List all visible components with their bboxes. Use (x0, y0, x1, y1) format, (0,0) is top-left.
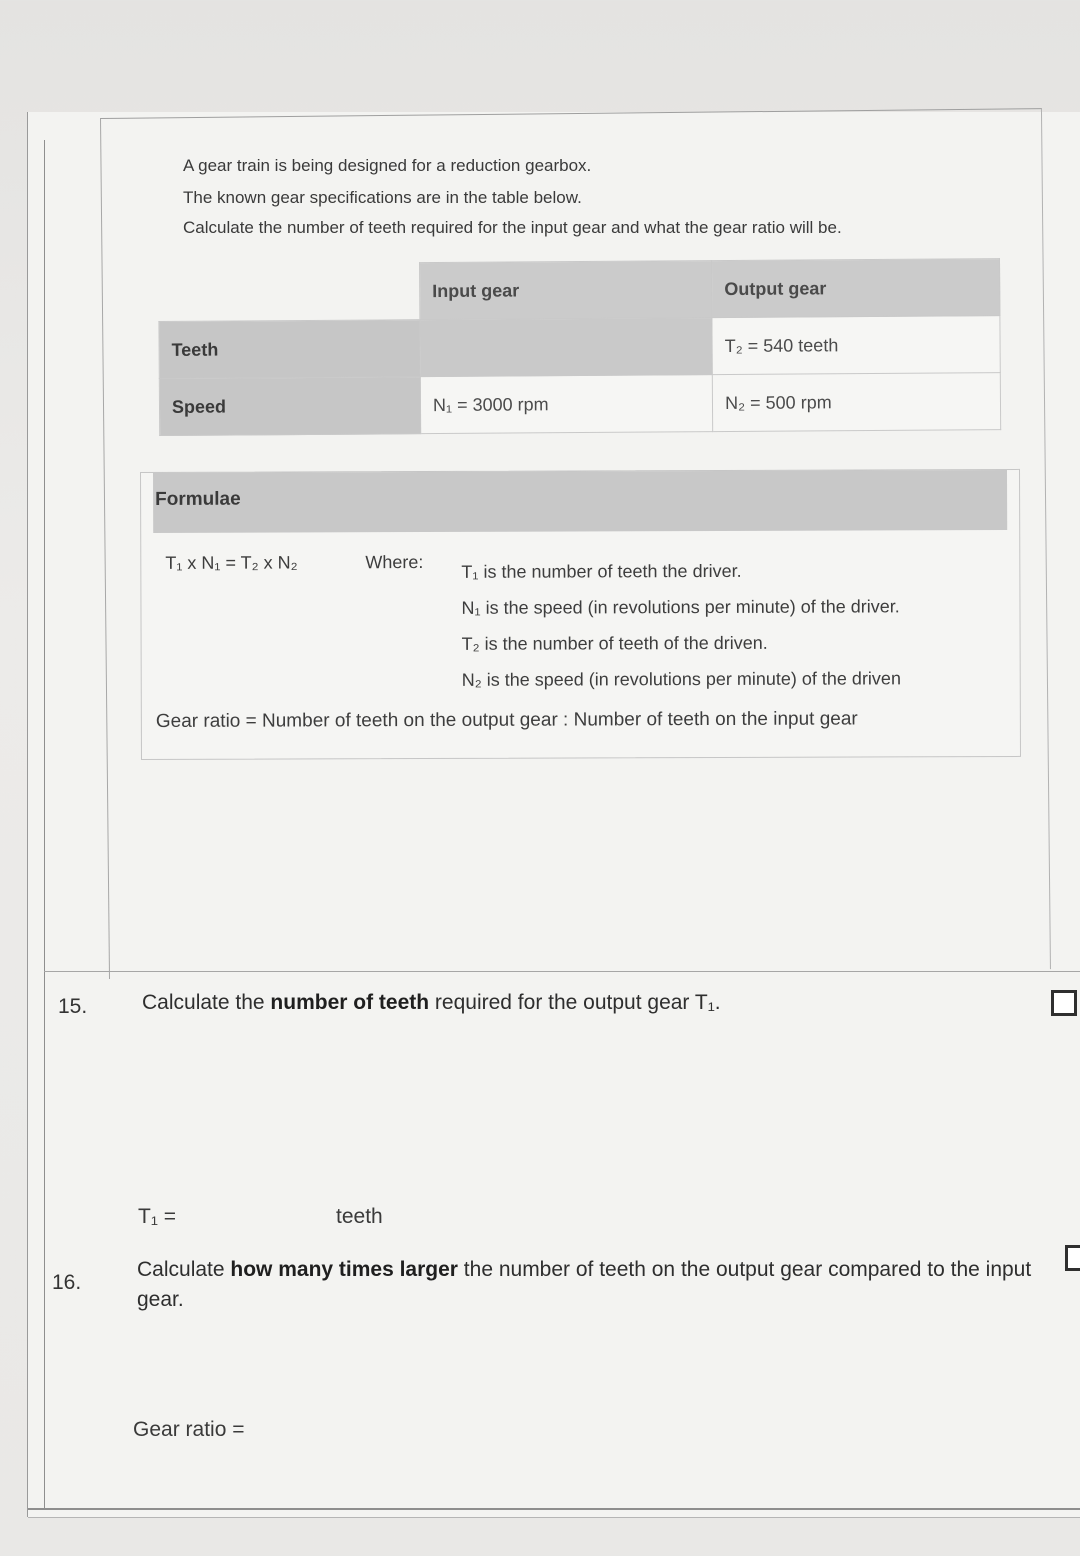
question-15-text-bold: number of teeth (270, 991, 430, 1014)
col-header-output: Output gear (712, 259, 1000, 318)
question-16-text-post: the number of teeth on the output gear compared to the input gear. (137, 1258, 1032, 1311)
question-16-text-bold: how many times larger (230, 1258, 458, 1281)
question-15-text-post: required for the output gear T₁. (429, 991, 721, 1014)
def-n2: N₂ is the speed (in revolutions per minute) of the driven (461, 668, 901, 690)
q16-answer-label: Gear ratio = (133, 1418, 245, 1441)
question-15-text-pre: Calculate the (142, 991, 271, 1014)
intro-line-2: The known gear specifications are in the table below. (183, 188, 582, 207)
question-16-mark-box[interactable] (1065, 1245, 1080, 1271)
question-15-mark-box[interactable] (1051, 990, 1077, 1016)
col-header-input: Input gear (419, 261, 712, 320)
def-t1: T₁ is the number of teeth the driver. (461, 560, 742, 582)
question-16-number: 16. (52, 1271, 82, 1294)
intro-line-1: A gear train is being designed for a reduction gearbox. (183, 156, 592, 175)
gear-equation: T₁ x N₁ = T₂ x N₂ (165, 552, 298, 573)
question-16-text (137, 1255, 1032, 1315)
section-divider (44, 971, 1080, 972)
question-15-number: 15. (58, 995, 88, 1018)
def-n1: N₁ is the speed (in revolutions per minute) of the driver. (461, 596, 900, 618)
formulae-title: Formulae (155, 488, 241, 510)
gear-spec-table (158, 258, 1001, 436)
gear-ratio-formula: Gear ratio = Number of teeth on the output gear : Number of teeth on the input gear (155, 708, 858, 732)
intro-line-3: Calculate the number of teeth required for the input gear and what the gear ratio will be. (183, 218, 842, 237)
table-row-teeth (159, 316, 1000, 379)
cell-teeth-output: T₂ = 540 teeth (712, 316, 1000, 375)
q15-answer-label: T₁ = (138, 1205, 177, 1228)
cell-teeth-input (420, 318, 713, 377)
where-label: Where: (365, 552, 424, 573)
cell-speed-output: N₂ = 500 rpm (712, 373, 1000, 432)
row-header-speed: Speed (159, 377, 420, 436)
variable-definitions (461, 552, 901, 698)
table-header-row (159, 259, 1000, 322)
formulae-box (140, 469, 1021, 760)
margin-rule (44, 140, 45, 1510)
question-16-text-pre: Calculate (137, 1258, 231, 1281)
cell-speed-input: N₁ = 3000 rpm (420, 375, 713, 434)
question-15-text (142, 988, 1002, 1018)
table-row-speed (159, 373, 1000, 436)
row-header-teeth: Teeth (159, 320, 420, 379)
intro-text (183, 155, 963, 249)
def-t2: T₂ is the number of teeth of the driven. (461, 632, 768, 654)
table-corner-cell (159, 263, 420, 322)
page-bottom-edge (28, 1508, 1080, 1510)
q15-answer-unit: teeth (336, 1205, 383, 1228)
formulae-header-band (153, 470, 1007, 533)
